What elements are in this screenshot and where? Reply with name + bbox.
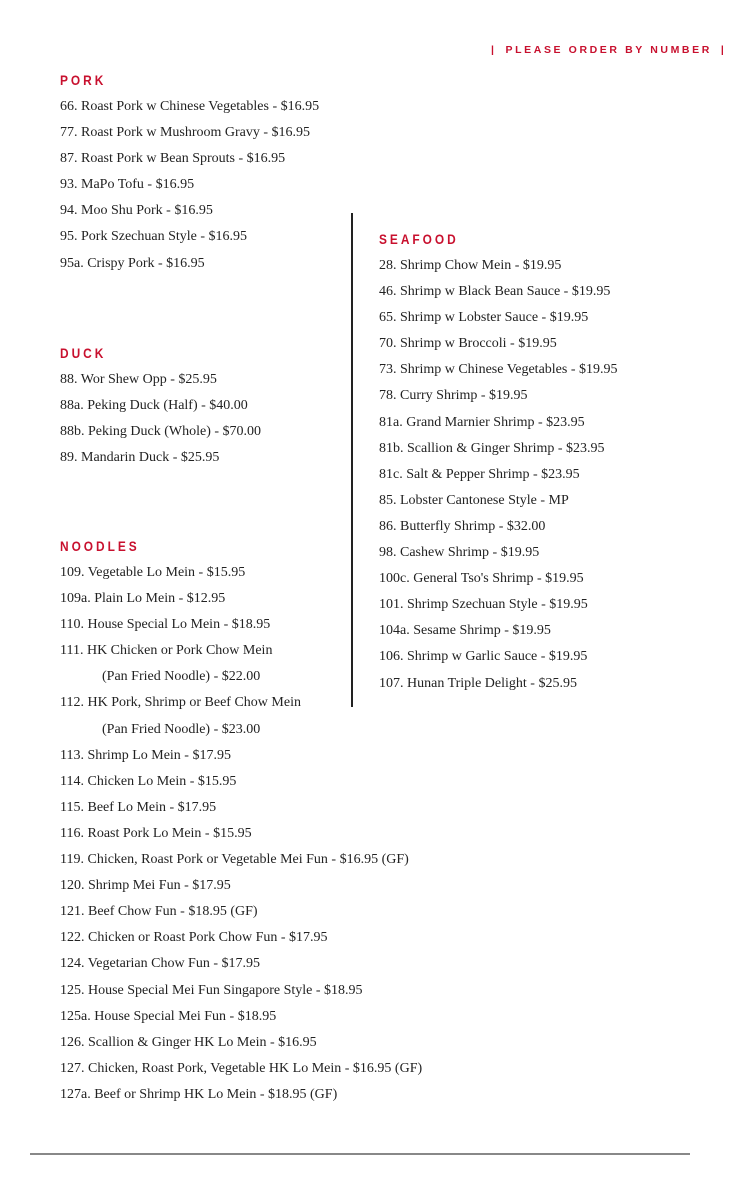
menu-item-text: 88a. Peking Duck (Half) - $40.00 bbox=[60, 398, 248, 414]
menu-item-text: 66. Roast Pork w Chinese Vegetables - $16.95 bbox=[60, 99, 320, 114]
menu-item bbox=[60, 445, 261, 471]
menu-item-text: 70. Shrimp w Broccoli - $19.95 bbox=[379, 336, 557, 352]
menu-item bbox=[379, 566, 618, 592]
menu-item-text: 95a. Crispy Pork - $16.95 bbox=[60, 255, 205, 271]
order-by-number-banner bbox=[482, 44, 729, 56]
menu-item-text: 109a. Plain Lo Mein - $12.95 bbox=[60, 591, 226, 607]
menu-item-text: 127a. Beef or Shrimp HK Lo Mein - $18.95 (GF) bbox=[60, 1086, 338, 1102]
menu-item bbox=[379, 331, 618, 357]
menu-item bbox=[379, 514, 618, 540]
menu-item-text: 98. Cashew Shrimp - $19.95 bbox=[379, 545, 540, 561]
menu-item bbox=[60, 146, 319, 172]
menu-item-text: 127. Chicken, Roast Pork, Vegetable HK Lo Mein - $16.95 (GF) bbox=[60, 1060, 423, 1076]
footer-rule bbox=[30, 1153, 690, 1155]
menu-item bbox=[60, 899, 422, 925]
menu-item-text: 120. Shrimp Mei Fun - $17.95 bbox=[60, 878, 231, 894]
menu-item-text: 109. Vegetable Lo Mein - $15.95 bbox=[60, 565, 246, 580]
menu-item-text: (Pan Fried Noodle) - $23.00 bbox=[102, 721, 261, 737]
menu-item-text: 110. House Special Lo Mein - $18.95 bbox=[60, 617, 271, 633]
menu-item bbox=[379, 279, 618, 305]
menu-item bbox=[60, 769, 422, 795]
menu-item bbox=[60, 367, 261, 393]
menu-item bbox=[60, 638, 422, 664]
menu-item-text: 93. MaPo Tofu - $16.95 bbox=[60, 177, 195, 193]
menu-item bbox=[60, 224, 319, 250]
menu-item bbox=[60, 821, 422, 847]
section-pork bbox=[60, 72, 319, 277]
menu-item-text: 89. Mandarin Duck - $25.95 bbox=[60, 450, 220, 466]
section-seafood bbox=[379, 231, 618, 697]
menu-item bbox=[60, 873, 422, 899]
menu-item bbox=[60, 925, 422, 951]
menu-item-text: 88b. Peking Duck (Whole) - $70.00 bbox=[60, 424, 262, 440]
section-duck bbox=[60, 345, 261, 471]
menu-item bbox=[60, 172, 319, 198]
menu-item-text: 125a. House Special Mei Fun - $18.95 bbox=[60, 1008, 277, 1024]
menu-item bbox=[379, 488, 618, 514]
menu-item bbox=[379, 357, 618, 383]
menu-item-text: 78. Curry Shrimp - $19.95 bbox=[379, 388, 528, 404]
menu-item-text: 119. Chicken, Roast Pork or Vegetable Mei Fun - $16.95 (GF) bbox=[60, 852, 409, 868]
menu-item-text: 81b. Scallion & Ginger Shrimp - $23.95 bbox=[379, 440, 605, 456]
menu-item bbox=[379, 644, 618, 670]
menu-item bbox=[379, 618, 618, 644]
menu-item bbox=[60, 795, 422, 821]
menu-item bbox=[60, 251, 319, 277]
menu-item-text: 86. Butterfly Shrimp - $32.00 bbox=[379, 518, 546, 534]
menu-item bbox=[60, 560, 422, 586]
menu-item bbox=[379, 671, 618, 697]
menu-item-text: 106. Shrimp w Garlic Sauce - $19.95 bbox=[379, 649, 588, 665]
menu-item bbox=[60, 717, 422, 743]
menu-item-text: 124. Vegetarian Chow Fun - $17.95 bbox=[60, 956, 260, 972]
banner-text: PLEASE ORDER BY NUMBER bbox=[505, 44, 712, 56]
menu-item bbox=[60, 978, 422, 1004]
menu-item bbox=[379, 410, 618, 436]
menu-item bbox=[379, 540, 618, 566]
menu-item-text: 94. Moo Shu Pork - $16.95 bbox=[60, 203, 213, 219]
menu-item-text: 114. Chicken Lo Mein - $15.95 bbox=[60, 773, 237, 789]
banner-divider-right: | bbox=[720, 44, 727, 56]
menu-item-text: 87. Roast Pork w Bean Sprouts - $16.95 bbox=[60, 151, 286, 167]
menu-item-text: 115. Beef Lo Mein - $17.95 bbox=[60, 799, 217, 815]
menu-item bbox=[60, 951, 422, 977]
section-title: SEAFOOD bbox=[379, 231, 459, 247]
menu-item-text: 111. HK Chicken or Pork Chow Mein bbox=[60, 643, 273, 659]
menu-item bbox=[60, 120, 319, 146]
menu-item-text: 121. Beef Chow Fun - $18.95 (GF) bbox=[60, 904, 258, 920]
menu-item-text: 81c. Salt & Pepper Shrimp - $23.95 bbox=[379, 466, 580, 482]
menu-item bbox=[60, 586, 422, 612]
menu-item bbox=[379, 305, 618, 331]
menu-item bbox=[60, 1082, 422, 1108]
menu-item-text: 112. HK Pork, Shrimp or Beef Chow Mein bbox=[60, 695, 301, 711]
menu-item bbox=[60, 664, 422, 690]
menu-item bbox=[60, 743, 422, 769]
menu-item bbox=[379, 592, 618, 618]
menu-item bbox=[60, 1056, 422, 1082]
section-title: PORK bbox=[60, 72, 107, 88]
menu-item-text: 88. Wor Shew Opp - $25.95 bbox=[60, 372, 217, 387]
menu-item bbox=[60, 612, 422, 638]
menu-item-text: 95. Pork Szechuan Style - $16.95 bbox=[60, 229, 248, 245]
menu-item-text: 81a. Grand Marnier Shrimp - $23.95 bbox=[379, 414, 585, 430]
banner-divider-left: | bbox=[491, 44, 497, 56]
menu-item-text: 113. Shrimp Lo Mein - $17.95 bbox=[60, 747, 231, 763]
column-divider bbox=[351, 213, 353, 707]
menu-item-text: 85. Lobster Cantonese Style - MP bbox=[379, 492, 569, 508]
menu-item bbox=[60, 419, 261, 445]
menu-item-text: 28. Shrimp Chow Mein - $19.95 bbox=[379, 258, 562, 273]
menu-item bbox=[379, 383, 618, 409]
menu-item bbox=[60, 393, 261, 419]
menu-item-text: 122. Chicken or Roast Pork Chow Fun - $17.95 bbox=[60, 930, 328, 946]
menu-item bbox=[60, 690, 422, 716]
menu-item-text: 73. Shrimp w Chinese Vegetables - $19.95 bbox=[379, 362, 618, 378]
menu-item-text: 46. Shrimp w Black Bean Sauce - $19.95 bbox=[379, 284, 611, 300]
menu-item-text: 125. House Special Mei Fun Singapore Style - $18.95 bbox=[60, 982, 363, 998]
section-title: NOODLES bbox=[60, 538, 140, 554]
menu-item-text: 107. Hunan Triple Delight - $25.95 bbox=[379, 675, 577, 691]
menu-item-text: 100c. General Tso's Shrimp - $19.95 bbox=[379, 571, 584, 587]
menu-item-text: 65. Shrimp w Lobster Sauce - $19.95 bbox=[379, 310, 589, 326]
menu-item bbox=[379, 462, 618, 488]
menu-item bbox=[60, 94, 319, 120]
menu-item bbox=[60, 847, 422, 873]
section-noodles bbox=[60, 538, 422, 1108]
menu-item bbox=[60, 1004, 422, 1030]
section-title: DUCK bbox=[60, 345, 107, 361]
menu-item-text: 101. Shrimp Szechuan Style - $19.95 bbox=[379, 597, 588, 613]
menu-item bbox=[379, 436, 618, 462]
menu-item bbox=[379, 253, 618, 279]
menu-item bbox=[60, 1030, 422, 1056]
menu-item-text: 116. Roast Pork Lo Mein - $15.95 bbox=[60, 825, 252, 841]
menu-item bbox=[60, 198, 319, 224]
menu-item-text: (Pan Fried Noodle) - $22.00 bbox=[102, 669, 261, 685]
menu-item-text: 126. Scallion & Ginger HK Lo Mein - $16.95 bbox=[60, 1034, 317, 1050]
menu-item-text: 77. Roast Pork w Mushroom Gravy - $16.95 bbox=[60, 125, 311, 141]
menu-item-text: 104a. Sesame Shrimp - $19.95 bbox=[379, 623, 551, 639]
